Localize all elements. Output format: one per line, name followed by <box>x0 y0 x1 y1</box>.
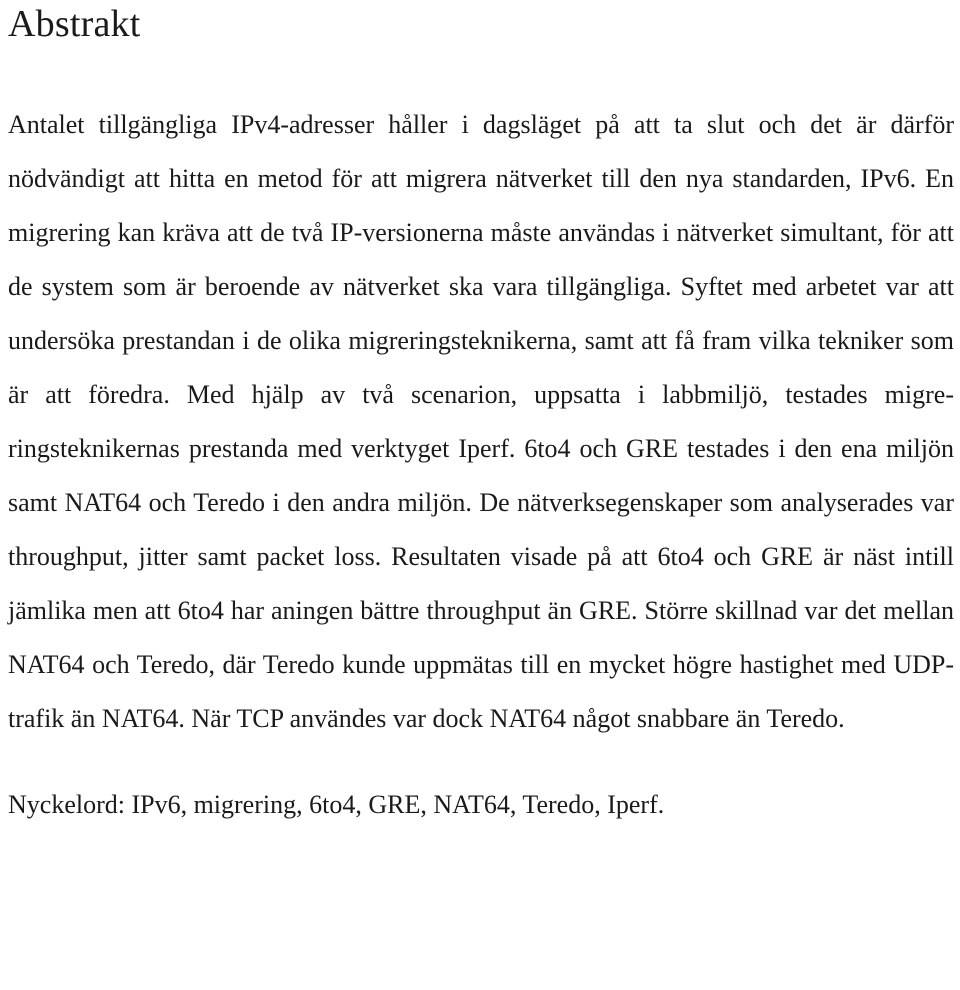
document-page <box>8 0 954 832</box>
keywords-line: Nyckelord: IPv6, migrering, 6to4, GRE, NAT64, Teredo, Iperf. <box>8 790 665 819</box>
section-heading: Abstrakt <box>8 3 141 45</box>
abstract-paragraph: Antalet tillgängliga IPv4-adresser håller i dagsläget på att ta slut och det är därför nödvändigt att hitta en metod för att migrera nätverket till den nya standarden, IPv6. En migrering kan kräva att de två IP-versionerna måste användas i nätverket simultant, för att de system som är beroende av nätverket ska vara tillgängliga. Syftet med arbetet var att undersöka prestandan i de olika migreringsteknikerna, samt att få fram vilka tekniker som är att föredra. Med hjälp av två scenarion, uppsatta i labbmiljö, testades migreringsteknikernas prestanda med verktyget Iperf. 6to4 och GRE testades i den ena miljön samt NAT64 och Teredo i den andra miljön. De nätverksegenskaper som analyserades var throughput, jitter samt packet loss. Resultaten visade på att 6to4 och GRE är näst intill jämlika men att 6to4 har aningen bättre throughput än GRE. Större skillnad var det mellan NAT64 och Teredo, där Teredo kunde uppmätas till en mycket högre hastighet med UDP-trafik än NAT64. När TCP användes var dock NAT64 något snabbare än Teredo. <box>8 110 954 733</box>
